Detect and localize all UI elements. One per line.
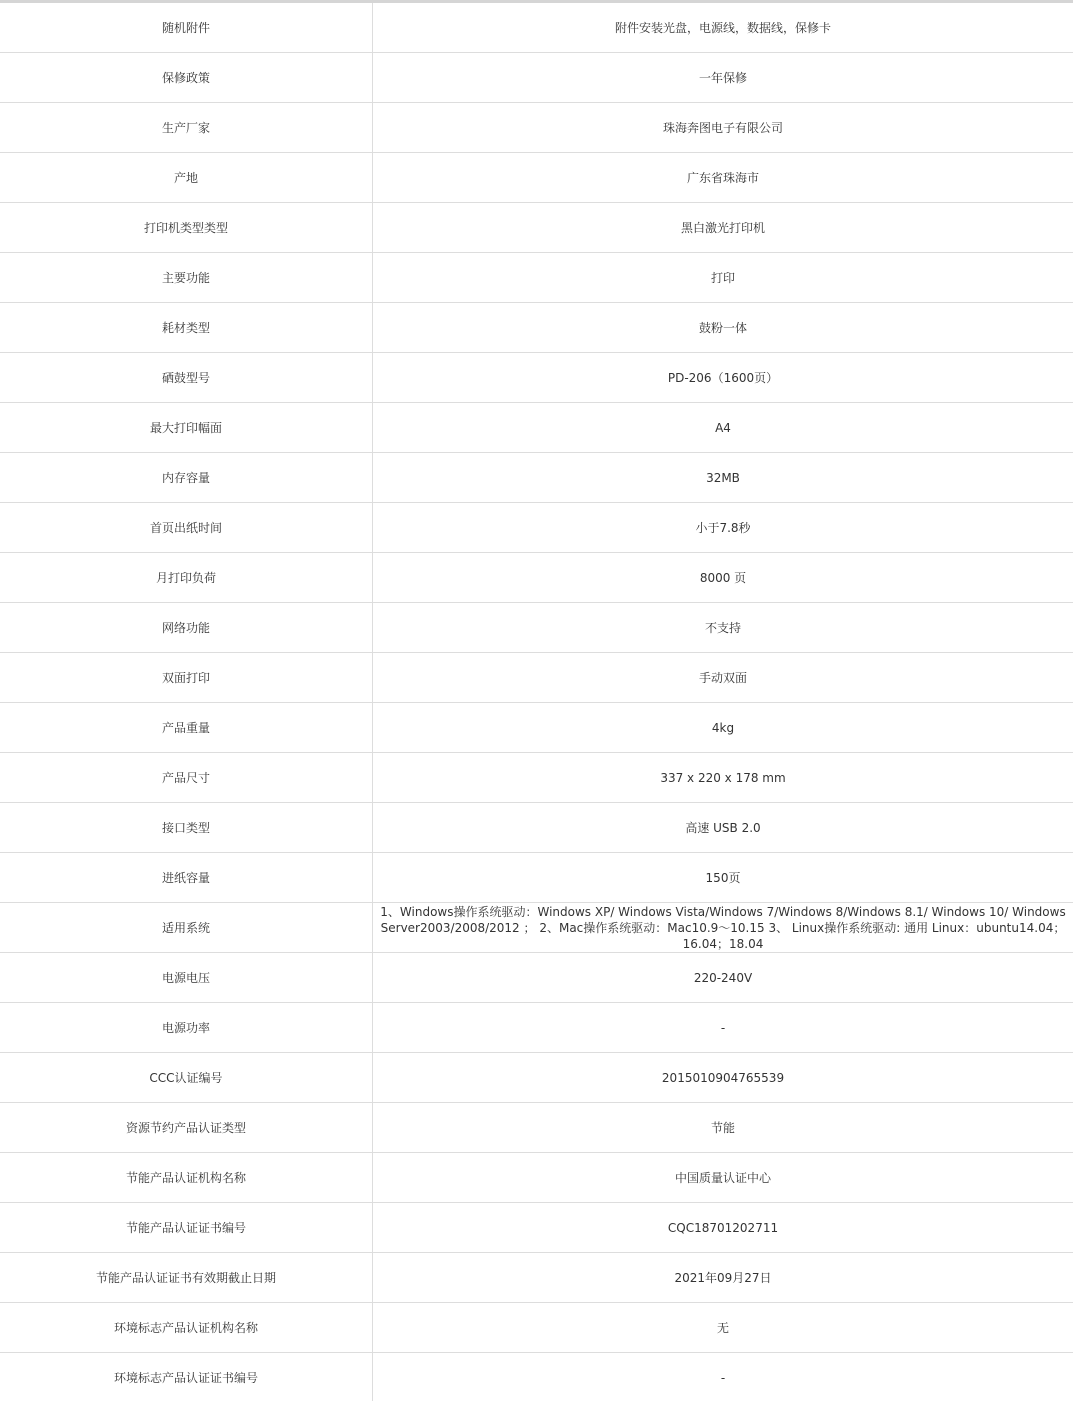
spec-value-text: 1、Windows操作系统驱动：Windows XP/ Windows Vista/Windows 7/Windows 8/Windows 8.1/ Windows 10/ Windows Server2003/2008/2012 ； 2、Mac操作系统驱动：Mac10.9～10.15 3、 Linux操作系统驱动: 通用 Linux：ubuntu14.04；16.04；18.04 (380, 904, 1066, 951)
spec-label: 产品重量 (0, 703, 373, 753)
spec-value: CQC18701202711 (373, 1203, 1073, 1253)
spec-label: 电源电压 (0, 953, 373, 1003)
spec-value: 2021年09月27日 (373, 1253, 1073, 1303)
spec-value: 附件安装光盘，电源线，数据线，保修卡 (373, 3, 1073, 53)
spec-label: 环境标志产品认证机构名称 (0, 1303, 373, 1353)
spec-label: 打印机类型类型 (0, 203, 373, 253)
table-row (0, 1303, 1073, 1353)
spec-label: CCC认证编号 (0, 1053, 373, 1103)
table-row (0, 1103, 1073, 1153)
table-row (0, 703, 1073, 753)
table-row (0, 53, 1073, 103)
spec-value: 32MB (373, 453, 1073, 503)
table-row (0, 1153, 1073, 1203)
spec-value: 珠海奔图电子有限公司 (373, 103, 1073, 153)
spec-value: 8000 页 (373, 553, 1073, 603)
spec-label: 进纸容量 (0, 853, 373, 903)
spec-value: PD-206（1600页） (373, 353, 1073, 403)
table-row (0, 903, 1073, 953)
spec-value: 小于7.8秒 (373, 503, 1073, 553)
spec-label: 网络功能 (0, 603, 373, 653)
spec-value: 4kg (373, 703, 1073, 753)
spec-value: 手动双面 (373, 653, 1073, 703)
spec-value: 中国质量认证中心 (373, 1153, 1073, 1203)
spec-value: 220-240V (373, 953, 1073, 1003)
spec-label: 硒鼓型号 (0, 353, 373, 403)
spec-label: 产品尺寸 (0, 753, 373, 803)
spec-label: 节能产品认证证书编号 (0, 1203, 373, 1253)
table-row (0, 403, 1073, 453)
spec-value: 2015010904765539 (373, 1053, 1073, 1103)
spec-value (373, 903, 1073, 953)
spec-value: 不支持 (373, 603, 1073, 653)
table-row (0, 503, 1073, 553)
spec-table (0, 3, 1073, 1401)
spec-label: 产地 (0, 153, 373, 203)
table-row (0, 153, 1073, 203)
spec-label: 保修政策 (0, 53, 373, 103)
spec-value: 一年保修 (373, 53, 1073, 103)
spec-value: 无 (373, 1303, 1073, 1353)
spec-value: A4 (373, 403, 1073, 453)
table-row (0, 253, 1073, 303)
table-row (0, 1003, 1073, 1053)
table-row (0, 753, 1073, 803)
table-row (0, 303, 1073, 353)
table-row (0, 453, 1073, 503)
spec-label: 生产厂家 (0, 103, 373, 153)
table-row (0, 1253, 1073, 1303)
table-row (0, 353, 1073, 403)
spec-label: 环境标志产品认证证书编号 (0, 1353, 373, 1401)
table-row (0, 203, 1073, 253)
spec-label: 最大打印幅面 (0, 403, 373, 453)
spec-label: 首页出纸时间 (0, 503, 373, 553)
table-row (0, 953, 1073, 1003)
table-row (0, 1353, 1073, 1401)
spec-value: 节能 (373, 1103, 1073, 1153)
spec-label: 月打印负荷 (0, 553, 373, 603)
spec-label: 节能产品认证机构名称 (0, 1153, 373, 1203)
table-row (0, 803, 1073, 853)
table-row (0, 1203, 1073, 1253)
spec-label: 耗材类型 (0, 303, 373, 353)
spec-label: 适用系统 (0, 903, 373, 953)
spec-value: - (373, 1003, 1073, 1053)
spec-label: 随机附件 (0, 3, 373, 53)
spec-label: 接口类型 (0, 803, 373, 853)
table-row (0, 103, 1073, 153)
spec-label: 资源节约产品认证类型 (0, 1103, 373, 1153)
table-row (0, 603, 1073, 653)
spec-value: 高速 USB 2.0 (373, 803, 1073, 853)
spec-value: 337 x 220 x 178 mm (373, 753, 1073, 803)
table-row (0, 1053, 1073, 1103)
spec-label: 主要功能 (0, 253, 373, 303)
table-row (0, 553, 1073, 603)
table-row (0, 653, 1073, 703)
table-row (0, 853, 1073, 903)
spec-value: 鼓粉一体 (373, 303, 1073, 353)
spec-value: 150页 (373, 853, 1073, 903)
table-row (0, 3, 1073, 53)
spec-value: 广东省珠海市 (373, 153, 1073, 203)
spec-label: 内存容量 (0, 453, 373, 503)
spec-value: - (373, 1353, 1073, 1401)
spec-value: 黑白激光打印机 (373, 203, 1073, 253)
spec-label: 双面打印 (0, 653, 373, 703)
spec-label: 节能产品认证证书有效期截止日期 (0, 1253, 373, 1303)
spec-label: 电源功率 (0, 1003, 373, 1053)
spec-value: 打印 (373, 253, 1073, 303)
